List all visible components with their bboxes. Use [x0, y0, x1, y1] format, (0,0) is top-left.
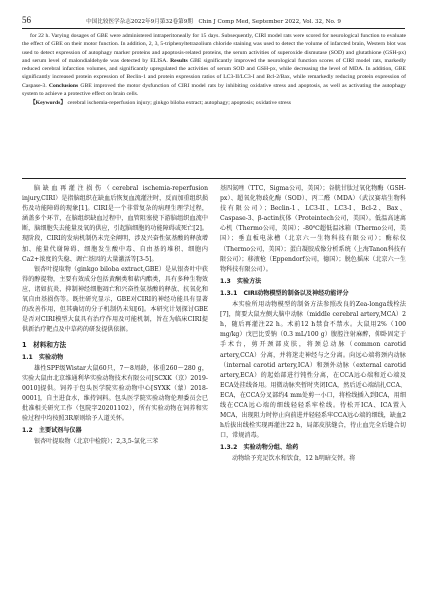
heading-animals: 1.1 实验动物	[22, 353, 64, 361]
heading-materials-methods: 1 材料和方法	[22, 341, 67, 350]
model-paragraph: 本实验所用动物模型的制备方法参照改良的Zea-longa线栓法[7]，简要大鼠左侧大脑中动脉（middle cerebral artery,MCA）2 h，随后再灌注22 h。术前12 h禁食不禁水。大鼠用2%（100 mg/kg）戊巴比妥钠（0.3 mL/100 g）腹腔注射麻醉，仰卧固定于手术台，剪开颈部皮肤，将颈总动脉（common carotid artery,CCA）分离，并将迷走神经与之分离。向远心端将颈内动脉（internal carotid artery,ICA）和颈外动脉（external carotid artery,ECA）的起始部进行钝性分离，在CCA远心端和近心端及ECA处挂线备用。用微动脉夹暂时夹闭ICA，然后近心端结扎CCA、ECA，在CCA分叉部约4 mm处剪一小口，将栓线插入到ICA，用细线在CCA远心端的细线轻轻系牢栓线。待松开ICA、ICA置入MCA，出现阻力时停止向前进并轻轻系牢CCA远心端的细线，缺血2 h后拔出线栓实现再灌注22 h，局部皮肤缝合，待止血完全后缝合切口，常规消毒。	[220, 301, 406, 440]
heading-grouping: 1.3.2 实验动物分组、给药	[220, 444, 299, 452]
grouping-paragraph: 动物给予充足饮水和饮食，12 h明暗交替。将	[232, 455, 356, 463]
left-column	[22, 184, 208, 447]
journal-running-title: 中国比较医学杂志2022年9月第32卷第9期 Chin J Comp Med, September 2022, Vol. 32, No. 9	[86, 19, 341, 25]
intro-paragraph-2: 银杏叶提取物（ginkgo biloba extract,GBE）是从银杏叶中获得的醇提物，主要有效成分包括黄酮类和萜内酯类，具有多种生物效应，诸如抗炎、抑制神经细胞凋亡和兴奋性氨基酸的释放、抗氧化和氧自由基损伤等。既往研究显示，GBE对CIRI的神经功能具有显著的改善作用，但其确切的分子机制仍未知[6]。本研究计划探讨GBE是否对CIRI模型大鼠具有治疗作用及可能机制，旨在为临床CIRI提供新治疗靶点及中草药的研发提供依据。	[22, 265, 208, 334]
heading-cIRI-model: 1.3.1 CIRI动物模型的制备以及神经功能评分	[220, 289, 349, 297]
keywords: 【Keywords】 cerebral ischemia-reperfusion injury; ginkgo biloba extract; autophagy; apoptosis; oxidative stress	[30, 100, 291, 107]
page-number: 56	[22, 15, 31, 25]
heading-reagents: 1.2 主要试剂与仪器	[22, 427, 82, 435]
english-abstract	[22, 32, 406, 108]
running-header	[22, 11, 405, 29]
reagents-continued: 基四氮唑（TTC，Sigma公司，美国）；谷胱甘肽过氧化物酶（GSH-px）、超氧化物歧化酶（SOD）、丙二醛（MDA）（武汉赛培生物科技有限公司）；Beclin-1、LC3-II、LC3-I、Bcl-2、Bax、Caspase-3、β-actin抗体（Proteintech公司，美国）。低温高速离心机（Thermo公司，美国）；-80℃超低温冰箱（Thermo公司，美国）；垂直板电泳槽（北京六一生物科技有限公司）；酶标仪（Thermo公司，美国）；蛋白凝胶成像分析系统（上海Tanon科技有限公司）；移液枪（Eppendorf公司，德国）；脱色摇床（北京六一生物科技有限公司）。	[220, 185, 406, 273]
results-label: Results	[170, 57, 188, 64]
abstract-methods: for 22 h. Varying dosages of GBE were administered intraperitoneally for 15 days. Subsequently, CIRI model rats were scored for neurological function to evaluate the effect of GBE on their motor function. In addition, 2, 3, 5-triphenyltetrazolium chloride staining was used to detect the volume of infarcted brain, Western blot was used to detect expression of autophagy marker proteins and apoptosis-related proteins, the serum activities of superoxide dismutase (SOD) and glutathione (GSH-px) and serum level of malondialdehyde was detected by ELISA. Results GBE significantly improved the neurological function scores of CIRI model rats, markedly reduced cerebral infarction volumes, and significantly upregulated the activities of serum SOD and GSH-px, while decreasing the level of MDA. In addition, GBE significantly increased protein expression of Beclin-1 and protein expression ratios of LC3-II/LC3-I and Bcl-2/Bax, while remarkedly reducing protein expression of Caspase-3. Conclusions GBE improved the motor dysfunction of CIRI model rats by inhibiting oxidative stress and apoptosis, as well as activating the autophagy system to achieve a protective effect on brain cells.	[22, 33, 407, 98]
section-divider	[22, 178, 406, 179]
animals-paragraph: 雄性SPF级Wistar大鼠60只，7～8周龄，体重260～280 g，实验大鼠由北京维通利华实验动物技术有限公司[SCXK（京）2019-0010]提供。饲养于包头医学院实验动物中心[SYXK（蒙）2018-0001]，自主进食水，维持饲料。包头医学院实验动物伦理委员会已批准相关研究工作（包院字20201102），所有实验动物在饲养和实验过程中均按照3R原则给予人道关怀。	[22, 364, 208, 423]
intro-paragraph-1: 脑缺血再灌注损伤（cerebral ischemia-reperfusion injury,CIRI）是指脑组织在缺血后恢复血流灌注时，反而加重组织损伤及功能障碍的现象[1]。CIRI是一个非常复杂的病理生理学过程，涵盖多个环节，在脑组织缺血过程中，血管阻塞使下游脑组织血流中断，脑细胞失去能量及氧的供应，引起脑细胞的功能障碍或死亡[2]。现阶段，CIRI的发病机制仍未完全阐明，涉及兴奋性氨基酸的释放增加、能量代谢障碍、细胞发生酸中毒、自由基的堆积、细胞内Ca2+浓度的失稳、调亡基因的大量激活等[3-5]。	[22, 185, 208, 263]
heading-methods: 1.3 实验方法	[220, 277, 262, 285]
conclusions-label: Conclusions	[48, 82, 79, 89]
right-column	[220, 184, 406, 465]
reagents-paragraph: 银杏叶提取物（北京中检院）；2,3,5-氯化三苯	[34, 438, 159, 446]
